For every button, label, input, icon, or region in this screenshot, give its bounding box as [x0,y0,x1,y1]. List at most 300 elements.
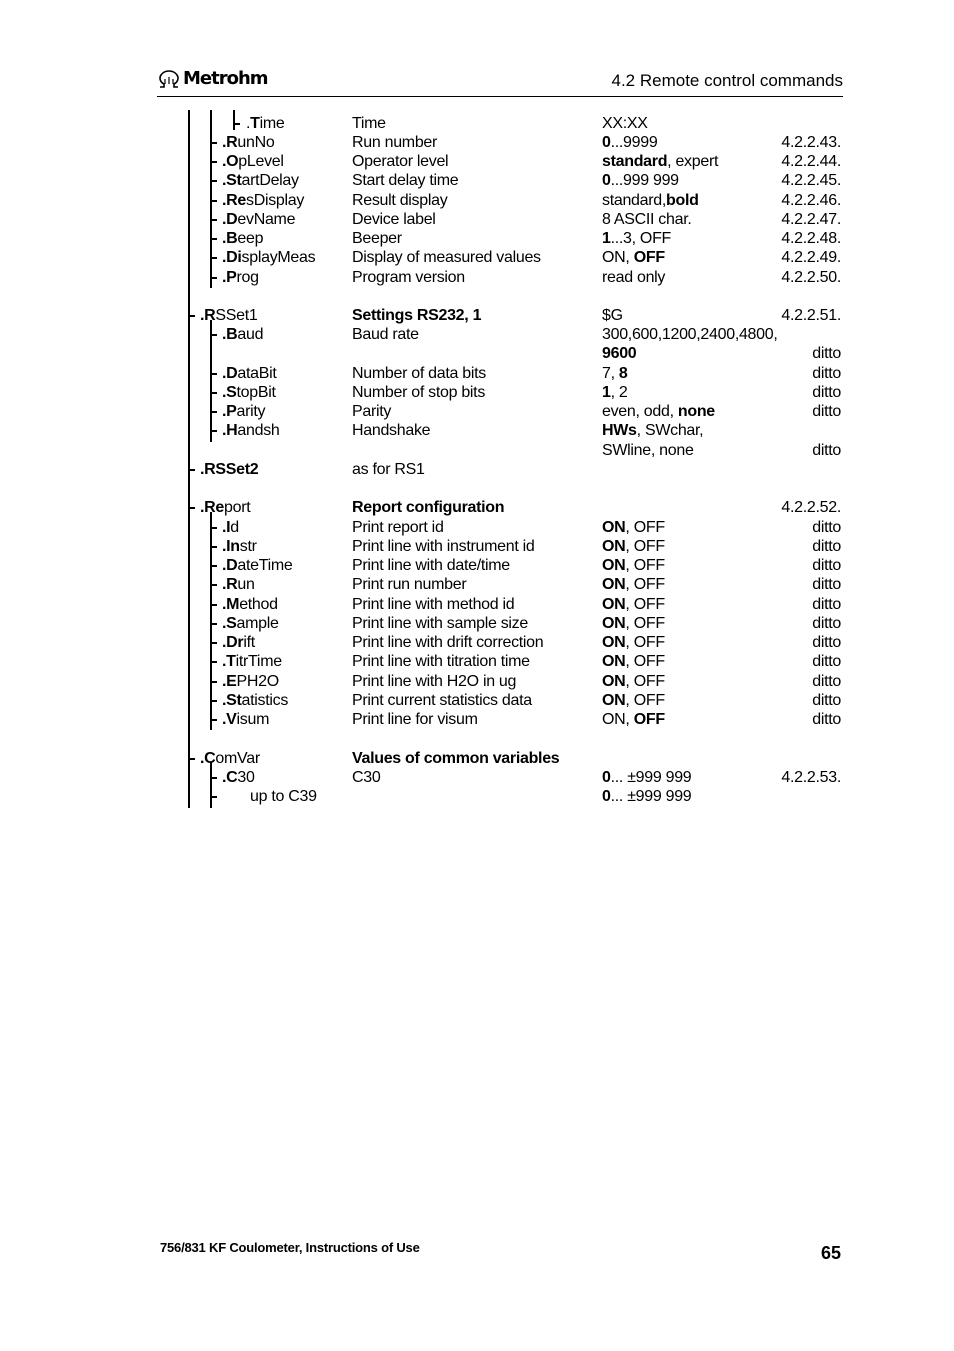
command-description-part: Print current statistics data [352,692,532,709]
command-values-part: read only [602,269,666,286]
command-values [602,171,679,190]
table-row [0,171,954,190]
command-values [602,768,691,787]
section-reference: 4.2.2.53. [781,769,841,786]
command-values-part: 8 [618,365,628,382]
command-name-part: itrTime [235,653,282,670]
tree-tick [210,257,217,259]
command-description-part: Values of common variables [352,750,560,767]
command-name [200,498,250,517]
command-values-part: 0 [602,172,611,189]
section-reference: 4.2.2.48. [781,230,841,247]
command-name-part: port [224,499,251,516]
command-description [352,133,437,152]
command-values-part: , OFF [625,634,665,651]
section-reference: 4.2.2.46. [781,192,841,209]
command-name [222,210,295,229]
command-values [602,710,665,729]
command-values [602,364,628,383]
section-reference: ditto [812,519,841,536]
command-name-part: .T [222,653,236,670]
command-name [222,672,279,691]
command-description-part: Settings RS232, 1 [352,307,482,324]
command-values [602,691,665,710]
command-description-part: Program version [352,269,465,286]
command-name [222,518,239,537]
table-row [0,768,954,787]
tree-tick [210,238,217,240]
table-row [0,306,954,325]
tree-tick [233,123,240,125]
command-name-part: ataBit [237,365,277,382]
command-name [222,614,279,633]
command-name-part: .B [222,230,238,247]
command-description-part: C30 [352,769,381,786]
command-description [352,364,486,383]
command-name-part: arity [236,403,266,420]
command-name [246,114,285,133]
command-name [222,248,315,267]
section-reference: 4.2.2.50. [781,269,841,286]
command-description [352,575,466,594]
command-name-part: aud [237,326,264,343]
command-name [222,768,255,787]
section-reference: ditto [812,576,841,593]
tree-tick [210,180,217,182]
command-name-part: un [237,576,255,593]
command-description [352,325,419,344]
command-name-part: sDisplay [246,192,305,209]
command-name-part: rog [236,269,259,286]
command-description-part: Handshake [352,422,431,439]
command-values-part: , OFF [625,653,665,670]
command-name-part: ateTime [237,557,293,574]
command-values [602,210,691,229]
command-description-part: Print line with drift correction [352,634,544,651]
command-description-part: Result display [352,192,448,209]
command-values-part: 9600 [602,345,637,362]
command-name-part: .St [222,692,242,709]
tree-tick [210,777,217,779]
command-name-part: andsh [237,422,280,439]
command-name-part: .RSSet2 [200,461,259,478]
command-values-part: ON [602,634,626,651]
command-description [352,114,386,133]
command-values-part: OFF [633,249,665,266]
command-name-part: str [239,538,257,555]
section-reference: ditto [812,673,841,690]
document-title: 756/831 KF Coulometer, Instructions of Use [160,1240,420,1255]
table-row [0,787,954,806]
table-row [0,672,954,691]
tree-tick [210,411,217,413]
command-values-part: ON, [602,711,634,728]
section-reference: 4.2.2.52. [781,499,841,516]
command-values-part: 8 ASCII char. [602,211,692,228]
command-name-part: T [250,115,260,132]
command-name-part: up to C39 [250,788,317,805]
command-name-part: .S [222,384,237,401]
command-name-part: 30 [237,769,255,786]
command-values-part: standard, [602,192,667,209]
command-name [200,306,258,325]
command-values [602,248,665,267]
command-name [222,595,278,614]
table-row [0,575,954,594]
command-name-part: ethod [239,596,278,613]
command-values-part: 0 [602,788,611,805]
command-name-part: eep [237,230,264,247]
command-description-part: Run number [352,134,438,151]
table-row [0,152,954,171]
table-row [0,248,954,267]
table-row [0,364,954,383]
command-description [352,537,535,556]
command-name [222,268,259,287]
command-description [352,248,541,267]
command-name-part: .B [222,326,238,343]
command-values-part: 0 [602,134,611,151]
command-values-part: 1 [602,384,611,401]
command-description-part: Start delay time [352,172,459,189]
command-values-part: ON [602,576,626,593]
command-values [602,575,665,594]
section-reference: ditto [812,615,841,632]
command-name-part: .R [200,307,216,324]
table-row [0,191,954,210]
command-description-part: Baud rate [352,326,419,343]
command-values-part: ON [602,596,626,613]
tree-tick [210,277,217,279]
tree-tick [210,334,217,336]
command-description-part: Print line for visum [352,711,478,728]
tree-tick [210,546,217,548]
command-values [602,614,665,633]
command-name [222,325,263,344]
command-description-part: Display of measured values [352,249,541,266]
command-description [352,171,458,190]
section-reference: 4.2.2.51. [781,307,841,324]
command-values [602,383,628,402]
command-description [352,749,559,768]
command-name-part: isum [236,711,270,728]
section-reference: 4.2.2.44. [781,153,841,170]
command-description [352,768,380,787]
command-name-part: .D [222,557,238,574]
command-description-part: Print line with instrument id [352,538,535,555]
command-name-part: .P [222,403,237,420]
command-description [352,421,430,440]
command-name [222,152,284,171]
table-row [0,229,954,248]
command-name-part: .Re [222,192,246,209]
command-values-part: even, odd, [602,403,678,420]
table-row [0,749,954,768]
command-description [352,152,448,171]
command-values-part: ...999 999 [610,172,679,189]
command-values-part: 1 [602,230,611,247]
command-values [602,152,718,171]
table-row [0,537,954,556]
command-name-part: .In [222,538,240,555]
section-reference: ditto [812,634,841,651]
section-reference: ditto [812,711,841,728]
command-name [200,749,260,768]
command-name [222,421,280,440]
section-reference: 4.2.2.49. [781,249,841,266]
command-values [602,268,665,287]
table-row [0,710,954,729]
command-name [222,383,276,402]
tree-tick [210,661,217,663]
command-name-part: .C [200,750,216,767]
command-values-part: ON [602,673,626,690]
command-name-part: unNo [237,134,275,151]
section-reference: ditto [812,557,841,574]
tree-tick [188,469,195,471]
table-row [0,518,954,537]
command-values-part: XX:XX [602,115,648,132]
section-reference: ditto [812,403,841,420]
tree-tick [210,392,217,394]
page-number: 65 [820,1243,841,1263]
command-name-part: ample [236,615,279,632]
table-row [0,441,954,460]
command-name [222,171,299,190]
command-name [222,575,255,594]
tree-tick [188,315,195,317]
tree-tick [210,584,217,586]
command-values-part: ... ±999 999 [610,769,692,786]
tree-tick [210,700,217,702]
command-description [352,306,481,325]
command-name-part: artDelay [241,172,299,189]
section-reference: 4.2.2.45. [781,172,841,189]
command-name-part: .I [222,519,231,536]
tree-tick [210,623,217,625]
command-values-part: , OFF [625,538,665,555]
command-name-part: .C [222,769,238,786]
command-name-part: SSet1 [215,307,258,324]
command-values [602,595,665,614]
command-name [250,787,317,806]
command-values [602,421,703,440]
table-row [0,652,954,671]
command-description-part: Print run number [352,576,467,593]
command-description-part: Beeper [352,230,402,247]
table-row [0,460,954,479]
command-values [602,652,665,671]
command-name [222,402,265,421]
tree-tick [210,796,217,798]
command-name-part: .D [222,365,238,382]
command-description-part: Parity [352,403,392,420]
command-description-part: Print line with date/time [352,557,510,574]
command-name-part: .R [222,576,238,593]
command-name-part: .D [222,211,238,228]
tree-tick [210,142,217,144]
command-name-part: omVar [215,750,260,767]
command-values-part: standard [602,153,668,170]
command-description-part: Device label [352,211,436,228]
command-description-part: Time [352,115,386,132]
command-values [602,325,778,344]
command-name-part: topBit [236,384,276,401]
command-description-part: Report configuration [352,499,505,516]
command-values-part: ON, [602,249,634,266]
command-name-part: pLevel [238,153,284,170]
section-reference: ditto [812,384,841,401]
table-row [0,344,954,363]
command-name-part: ime [259,115,285,132]
command-values-part: , 2 [610,384,628,401]
table-row [0,383,954,402]
command-description [352,614,528,633]
command-description [352,268,465,287]
section-reference: ditto [812,692,841,709]
command-description-part: Print line with sample size [352,615,528,632]
table-row [0,210,954,229]
tree-tick [210,430,217,432]
command-name-part: .R [222,134,238,151]
command-description [352,710,478,729]
table-row [0,133,954,152]
section-reference: 4.2.2.47. [781,211,841,228]
command-description [352,595,514,614]
command-name [222,556,293,575]
tree-tick [210,681,217,683]
command-name-part: ift [243,634,255,651]
table-row [0,633,954,652]
command-name-part: .O [222,153,239,170]
tree-tick [210,200,217,202]
command-description-part: Operator level [352,153,449,170]
command-name-part: .V [222,711,237,728]
command-values-part: 0 [602,769,611,786]
command-values-part: SWline, none [602,442,694,459]
command-values-part: 300,600,1200,2400,4800, [602,326,778,343]
command-values-part: HWs [602,422,637,439]
command-values-part: ON [602,538,626,555]
section-reference: ditto [812,365,841,382]
section-reference: ditto [812,538,841,555]
command-name-part: .Re [200,499,224,516]
command-values-part: ...9999 [610,134,658,151]
command-values [602,672,665,691]
command-description [352,691,532,710]
tree-tick [210,219,217,221]
command-description [352,191,447,210]
command-name [222,691,288,710]
section-reference: ditto [812,442,841,459]
command-name [222,364,277,383]
command-values-part: 7, [602,365,619,382]
tree-tick [210,161,217,163]
command-name [222,652,282,671]
command-name [222,537,257,556]
command-values [602,344,636,363]
command-values-part: , OFF [625,596,665,613]
command-values-part: ON [602,519,626,536]
command-name-part: PH2O [236,673,279,690]
command-description [352,402,391,421]
command-values [602,787,691,806]
command-name-part: splayMeas [241,249,316,266]
table-row [0,421,954,440]
tree-tick [210,565,217,567]
command-values [602,633,665,652]
command-description [352,672,516,691]
command-description-part: Print line with titration time [352,653,530,670]
tree-tick [210,604,217,606]
command-description [352,518,444,537]
command-description-part: Print report id [352,519,444,536]
command-values-part: $G [602,307,623,324]
command-description [352,460,425,479]
command-values-part: ...3, OFF [610,230,672,247]
brand-name: Metrohm [183,68,268,89]
command-values-part: , SWchar, [636,422,704,439]
tree-tick [210,527,217,529]
command-name [222,133,274,152]
table-row [0,114,954,133]
command-values [602,133,657,152]
table-row [0,268,954,287]
tree-tick [188,507,195,509]
command-values [602,441,694,460]
command-values-part: ON [602,615,626,632]
command-description [352,556,510,575]
command-description-part: Number of stop bits [352,384,486,401]
command-values-part: , OFF [625,615,665,632]
section-title: 4.2 Remote control commands [611,71,843,90]
command-values-part: ON [602,557,626,574]
command-name [222,710,269,729]
command-name-part: .E [222,673,237,690]
command-values-part: , OFF [625,692,665,709]
tree-tick [210,719,217,721]
section-reference: ditto [812,653,841,670]
command-values [602,537,665,556]
command-name-part: .Dr [222,634,244,651]
command-name [200,460,258,479]
tree-tick [210,373,217,375]
command-name-part: .M [222,596,240,613]
command-name-part: .H [222,422,238,439]
command-name-part: evName [237,211,296,228]
command-name-part: .P [222,269,237,286]
tree-tick [188,758,195,760]
command-values-part: ON [602,692,626,709]
command-values-part: ON [602,653,626,670]
command-name-part: .S [222,615,237,632]
table-row [0,595,954,614]
command-values-part: , OFF [625,557,665,574]
command-description [352,210,436,229]
command-values [602,556,665,575]
command-values [602,191,699,210]
table-row [0,691,954,710]
command-name-part: .St [222,172,242,189]
command-values [602,518,665,537]
command-name [222,633,255,652]
command-values-part: , expert [667,153,719,170]
command-description [352,383,485,402]
command-values-part: , OFF [625,673,665,690]
command-description-part: as for RS1 [352,461,425,478]
section-reference: ditto [812,345,841,362]
table-row [0,325,954,344]
